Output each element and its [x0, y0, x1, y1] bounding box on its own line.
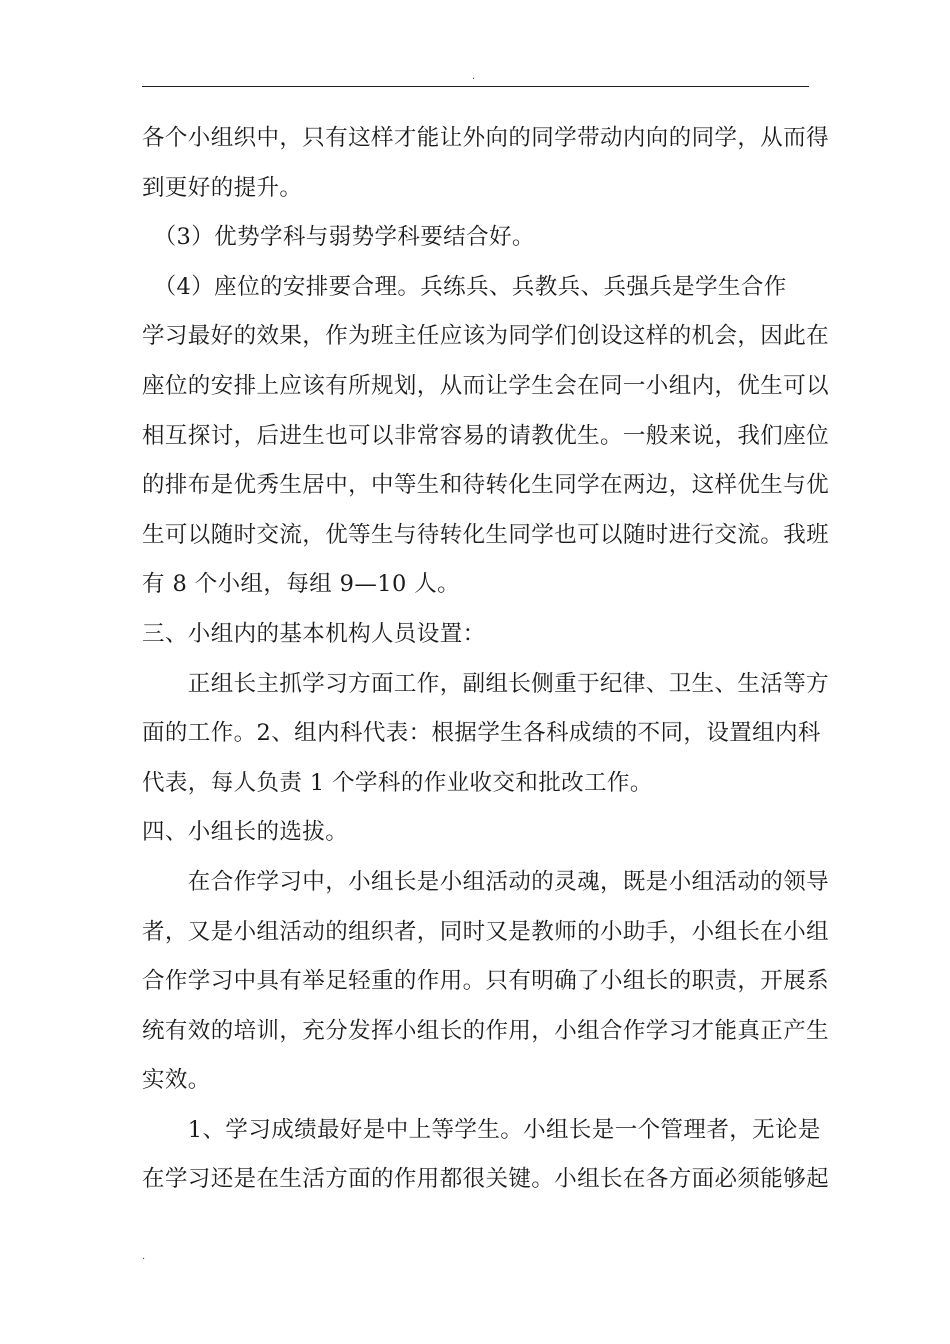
text-line: 面的工作。2、组内科代表：根据学生各科成绩的不同，设置组内科	[142, 720, 821, 747]
text-line: 实效。	[142, 1067, 211, 1094]
footer-mark: .	[142, 1251, 146, 1262]
section-heading: 三、小组内的基本机构人员设置：	[142, 620, 486, 647]
text-line: 统有效的培训，充分发挥小组长的作用，小组合作学习才能真正产生	[142, 1017, 830, 1044]
text-line: 学习最好的效果，作为班主任应该为同学们创设这样的机会，因此在	[142, 323, 830, 350]
text-line: 的排布是优秀生居中，中等生和待转化生同学在两边，这样优生与优	[142, 472, 830, 499]
text-line: 相互探讨，后进生也可以非常容易的请教优生。一般来说，我们座位	[142, 422, 830, 449]
text-line: 在学习还是在生活方面的作用都很关键。小组长在各方面必须能够起	[142, 1166, 830, 1193]
text-line: 正组长主抓学习方面工作，副组长侧重于纪律、卫生、生活等方	[142, 670, 830, 697]
text-line: 者，又是小组活动的组织者，同时又是教师的小助手，小组长在小组	[142, 918, 830, 945]
text-line: 各个小组织中，只有这样才能让外向的同学带动内向的同学，从而得	[142, 125, 830, 151]
text-line: 合作学习中具有举足轻重的作用。只有明确了小组长的职责，开展系	[142, 968, 830, 995]
text-line: 到更好的提升。	[142, 174, 303, 201]
section-heading: 四、小组长的选拔。	[142, 819, 349, 846]
header-mark: .	[472, 71, 476, 82]
header-rule	[142, 86, 809, 87]
text-line: 有 8 个小组，每组 9—10 人。	[142, 571, 461, 598]
text-line: 座位的安排上应该有所规划，从而让学生会在同一小组内，优生可以	[142, 372, 830, 399]
text-line: （3）优势学科与弱势学科要结合好。	[142, 224, 535, 251]
text-line: 在合作学习中，小组长是小组活动的灵魂，既是小组活动的领导	[142, 868, 830, 895]
document-body	[142, 114, 830, 1205]
text-line: 生可以随时交流，优等生与待转化生同学也可以随时进行交流。我班	[142, 521, 830, 548]
text-line: 1、学习成绩最好是中上等学生。小组长是一个管理者，无论是	[142, 1116, 821, 1143]
text-line: 代表，每人负责 1 个学科的作业收交和批改工作。	[142, 769, 653, 796]
text-line: （4）座位的安排要合理。兵练兵、兵教兵、兵强兵是学生合作	[142, 273, 787, 300]
